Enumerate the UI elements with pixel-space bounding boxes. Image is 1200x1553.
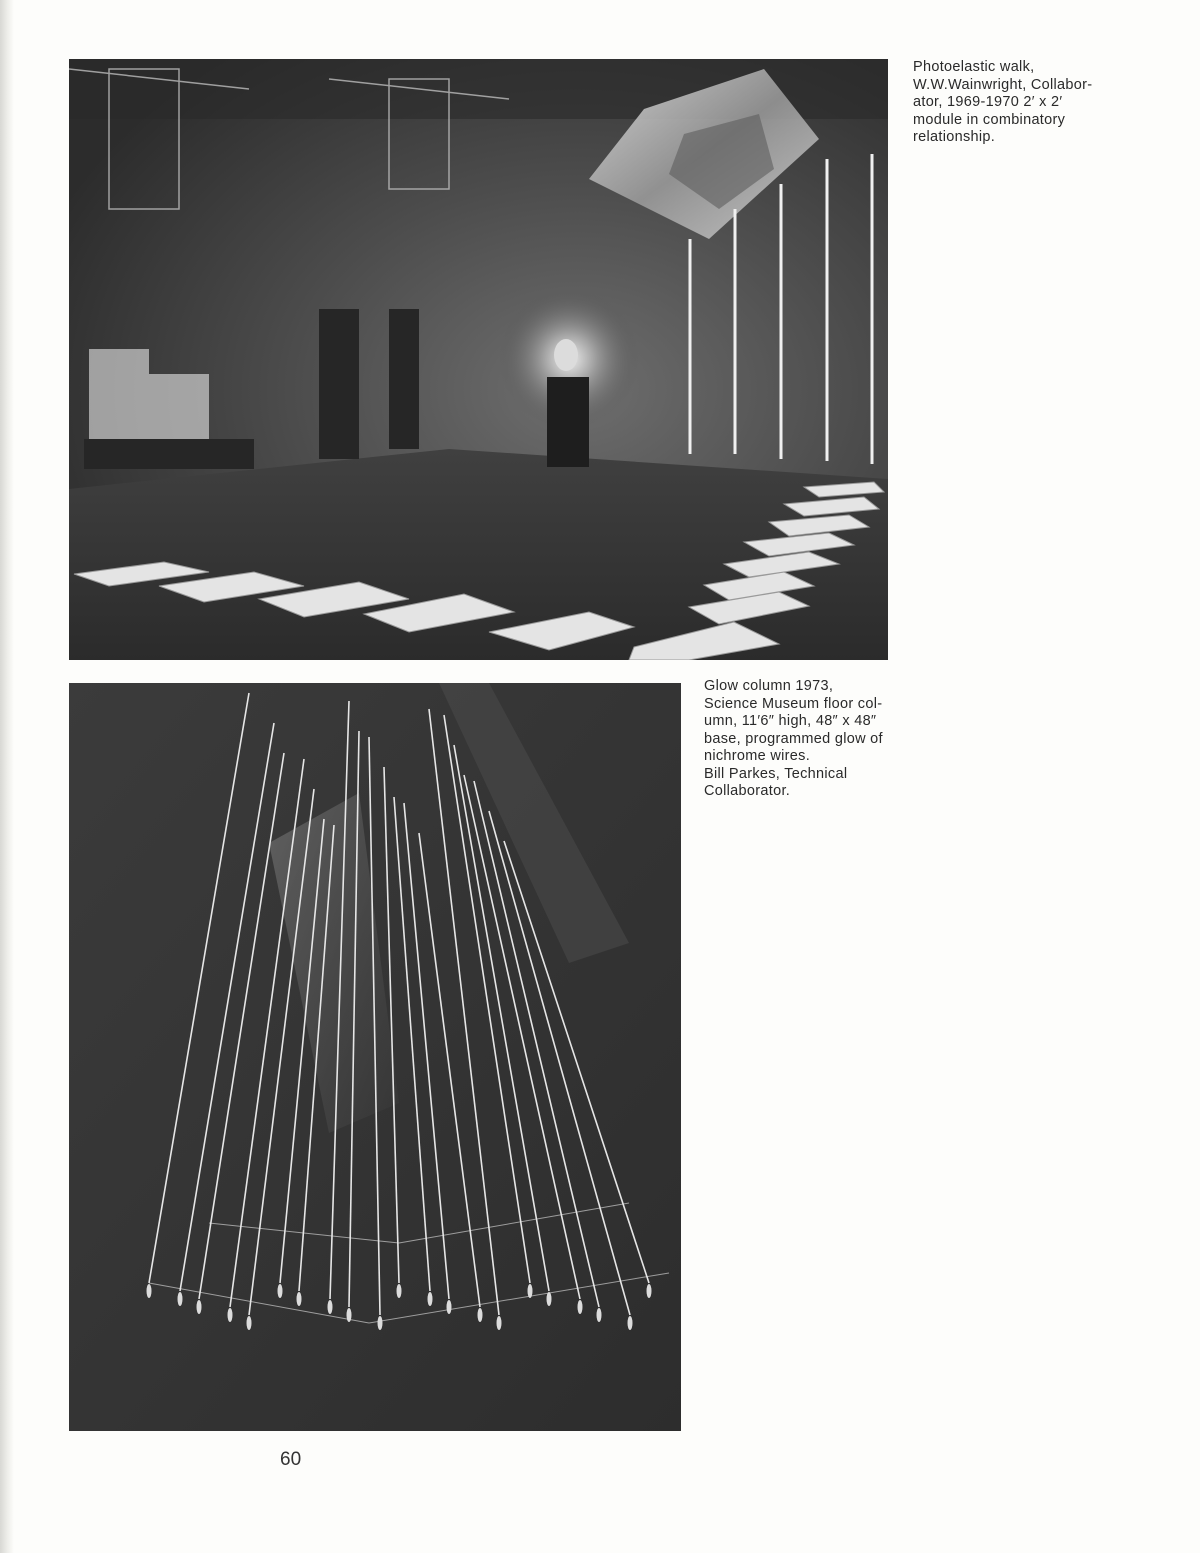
wire-tip	[597, 1308, 602, 1322]
caption-line: base, programmed glow of	[704, 730, 883, 747]
wire-tip	[578, 1300, 583, 1314]
wire-tip	[247, 1316, 252, 1330]
wire-tip	[528, 1284, 533, 1298]
wire-tip	[178, 1292, 183, 1306]
wire-tip	[197, 1300, 202, 1314]
caption-line: Glow column 1973,	[704, 678, 834, 694]
photo-photoelastic-walk	[69, 59, 888, 660]
wire-tip	[328, 1300, 333, 1314]
wire-tip	[347, 1308, 352, 1322]
page-number: 60	[280, 1449, 302, 1470]
caption-line: nichrome wires.	[704, 748, 811, 764]
wire-tip	[378, 1316, 383, 1330]
wire-tip	[428, 1292, 433, 1306]
caption-photoelastic-walk	[913, 59, 1113, 147]
wire-tip	[497, 1316, 502, 1330]
caption-line: ator, 1969-1970 2′ x 2′	[913, 94, 1063, 110]
caption-line: W.W.Wainwright, Collabor-	[913, 76, 1093, 93]
wire-tip	[547, 1292, 552, 1306]
wire-tip	[278, 1284, 283, 1298]
caption-line: relationship.	[913, 129, 996, 145]
caption-line: Collaborator.	[704, 783, 791, 799]
caption-line: module in combinatory	[913, 111, 1066, 128]
photo-glow-column	[69, 683, 681, 1431]
caption-line: Bill Parkes, Technical	[704, 765, 848, 782]
wire-tip	[228, 1308, 233, 1322]
caption-glow-column	[704, 678, 904, 801]
page-edge	[0, 0, 14, 1553]
caption-line: Photoelastic walk,	[913, 59, 1035, 75]
wire-tip	[478, 1308, 483, 1322]
wire-tip	[447, 1300, 452, 1314]
caption-line: Science Museum floor col-	[704, 695, 883, 712]
wire-tip	[397, 1284, 402, 1298]
wire-tip	[147, 1284, 152, 1298]
wire-tip	[647, 1284, 652, 1298]
wire-tip	[297, 1292, 302, 1306]
caption-line: umn, 11′6″ high, 48″ x 48″	[704, 713, 877, 729]
wire-tip	[628, 1316, 633, 1330]
